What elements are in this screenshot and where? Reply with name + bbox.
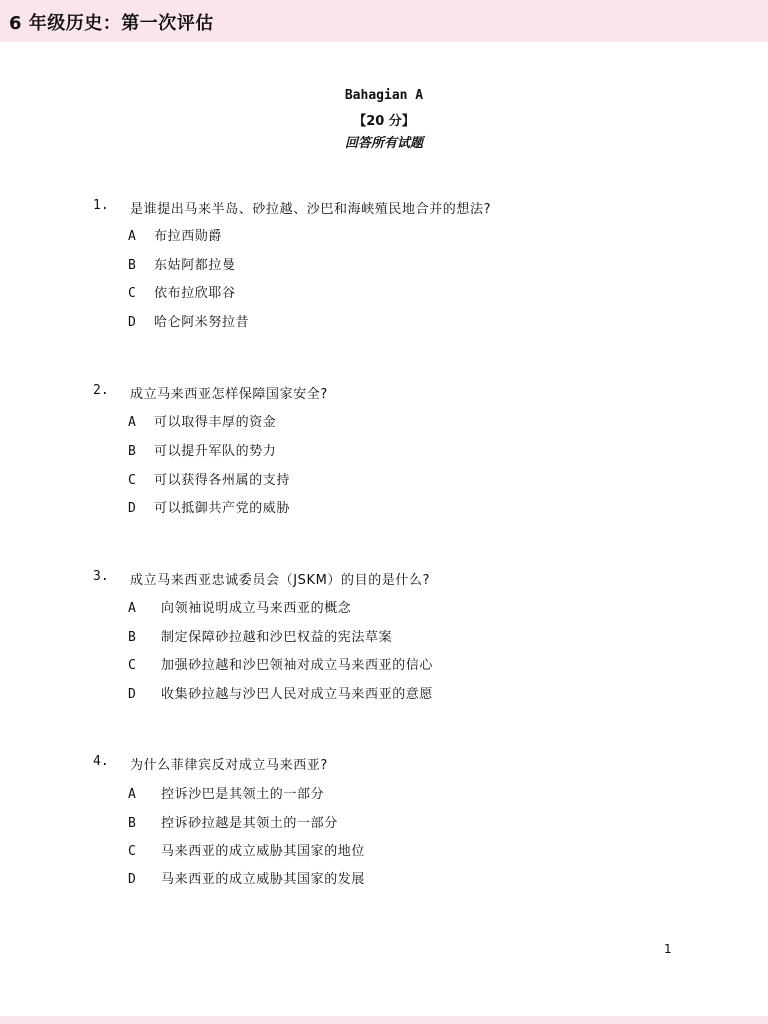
option-letter: B	[128, 816, 136, 831]
option-text: 控诉沙巴是其领土的一部分	[161, 787, 325, 802]
option-letter: D	[128, 872, 136, 887]
option-letter: C	[128, 473, 136, 488]
page-number: 1	[664, 942, 672, 956]
option-letter: D	[128, 501, 136, 516]
option-text: 控诉砂拉越是其领土的一部分	[161, 816, 338, 831]
option-text: 可以提升军队的势力	[154, 444, 277, 459]
footer-bar	[0, 1016, 768, 1024]
question-text: 为什么菲律宾反对成立马来西亚?	[130, 758, 328, 773]
option-letter: A	[128, 415, 136, 430]
option-letter: A	[128, 787, 136, 802]
option-letter: D	[128, 315, 136, 330]
section-title: Bahagian A	[344, 88, 424, 103]
section-instruction: 回答所有试题	[344, 136, 423, 151]
option-text: 向领袖说明成立马来西亚的概念	[161, 601, 352, 616]
option-letter: B	[128, 444, 136, 459]
option-c	[128, 654, 433, 673]
option-d	[128, 497, 290, 516]
option-a	[128, 225, 222, 244]
option-b	[128, 440, 276, 459]
page-title: 6 年级历史：第一次评估	[9, 13, 214, 34]
option-text: 哈仑阿米努拉昔	[154, 315, 250, 330]
option-letter: C	[128, 844, 136, 859]
option-letter: B	[128, 630, 136, 645]
header-bar	[0, 0, 768, 42]
option-c	[128, 282, 236, 301]
question-number: 3.	[93, 569, 109, 584]
option-text: 可以取得丰厚的资金	[154, 415, 277, 430]
option-d	[128, 683, 433, 702]
option-letter: A	[128, 601, 136, 616]
question-number: 2.	[93, 383, 109, 398]
option-a	[128, 597, 351, 616]
question-text: 成立马来西亚忠诚委员会（JSKM）的目的是什么?	[130, 573, 431, 588]
option-letter: B	[128, 258, 136, 273]
option-b	[128, 812, 338, 831]
option-c	[128, 840, 365, 859]
option-b	[128, 626, 392, 645]
option-text: 制定保障砂拉越和沙巴权益的宪法草案	[161, 630, 393, 645]
question-number: 1.	[93, 198, 109, 213]
option-text: 可以抵御共产党的威胁	[154, 501, 291, 516]
question-number: 4.	[93, 754, 109, 769]
question-text: 是谁提出马来半岛、砂拉越、沙巴和海峡殖民地合并的想法?	[130, 202, 492, 217]
option-d	[128, 868, 365, 887]
option-text: 布拉西勋爵	[154, 229, 223, 244]
option-letter: A	[128, 229, 136, 244]
option-c	[128, 469, 290, 488]
option-a	[128, 783, 324, 802]
option-d	[128, 311, 249, 330]
option-letter: C	[128, 286, 136, 301]
option-b	[128, 254, 236, 273]
option-letter: C	[128, 658, 136, 673]
option-letter: D	[128, 687, 136, 702]
question-text: 成立马来西亚怎样保障国家安全?	[130, 387, 328, 402]
option-text: 马来西亚的成立威胁其国家的地位	[161, 844, 366, 859]
option-text: 马来西亚的成立威胁其国家的发展	[161, 872, 366, 887]
option-text: 可以获得各州属的支持	[154, 473, 291, 488]
option-text: 加强砂拉越和沙巴领袖对成立马来西亚的信心	[161, 658, 434, 673]
section-marks: 【20 分】	[353, 114, 415, 129]
option-a	[128, 411, 276, 430]
option-text: 东姑阿都拉曼	[154, 258, 236, 273]
option-text: 依布拉欣耶谷	[154, 286, 236, 301]
option-text: 收集砂拉越与沙巴人民对成立马来西亚的意愿	[161, 687, 434, 702]
